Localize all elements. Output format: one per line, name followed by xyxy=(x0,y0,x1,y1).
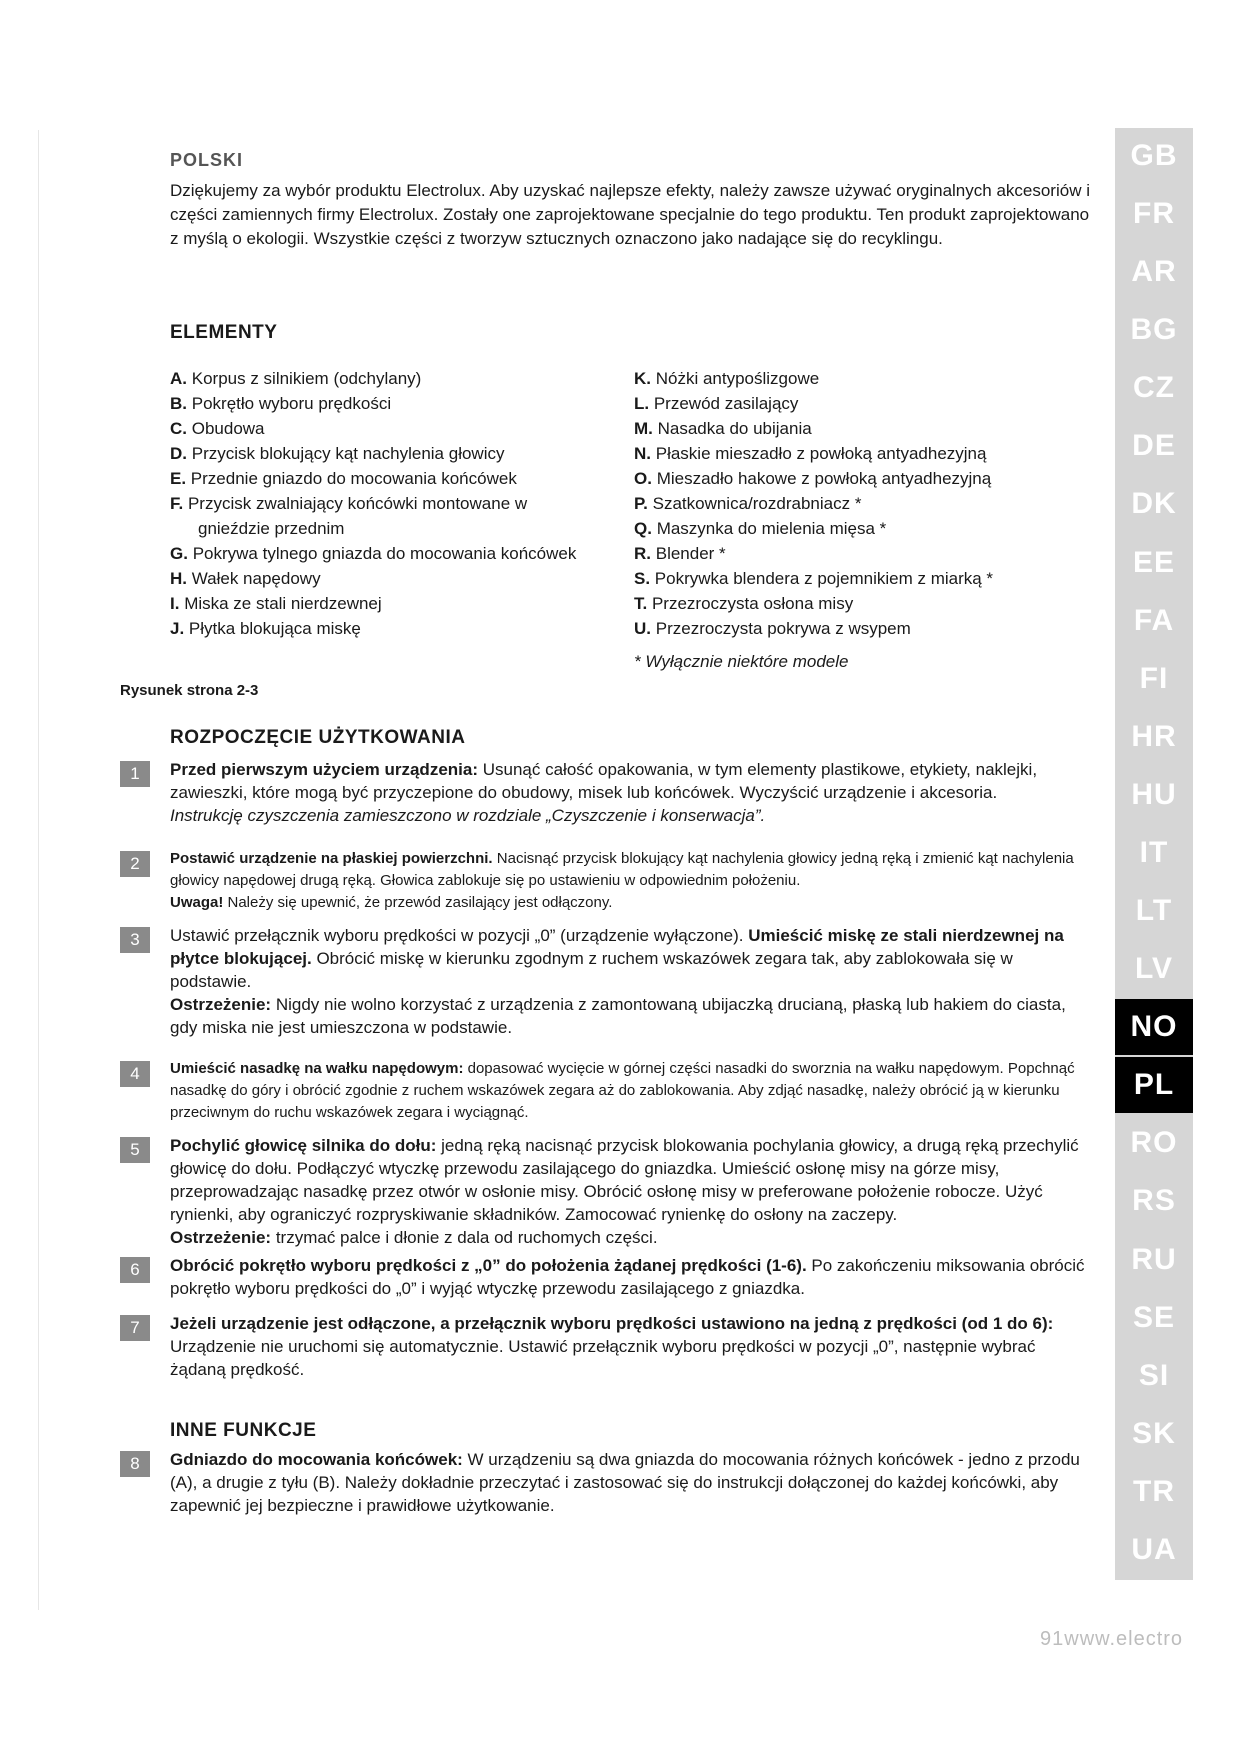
start-section-title: ROZPOCZĘCIE UŻYTKOWANIA xyxy=(170,727,466,748)
elements-list-left xyxy=(170,366,590,641)
intro-paragraph: Dziękujemy za wybór produktu Electrolux. Aby uzyskać najlepsze efekty, należy zawsze używać oryginalnych akcesoriów i części zamiennych firmy Electrolux. Zostały one zaprojektowane specjalnie do tego produktu. Ten produkt zaprojektowano z myślą o ekologii. Wszystkie części z tworzyw sztucznych oznaczono jako nadające się do recyklingu. xyxy=(170,181,1090,248)
language-tab-ee[interactable]: EE xyxy=(1132,545,1176,579)
page-edge-line xyxy=(38,130,39,1610)
step-text: Umieścić nasadkę na wałku napędowym: dopasować wycięcie w górnej części nasadki do sworznia na wałku napędowym. Popchnąć nasadkę do góry i obrócić zgodnie z ruchem wskazówek zegara aż do zablokowania. Aby zdjąć nasadkę, należy obrócić ją w kierunku przeciwnym do ruchu wskazówek zegara i wyciągnąć. xyxy=(170,1060,1075,1121)
element-item: N. Płaskie mieszadło z powłoką antyadhezyjną xyxy=(634,444,987,463)
language-tab-bg[interactable]: BG xyxy=(1130,313,1178,347)
language-tab-cz[interactable]: CZ xyxy=(1133,371,1175,405)
step-number: 1 xyxy=(120,761,150,787)
element-item: R. Blender * xyxy=(634,544,726,563)
step-text: Obrócić pokrętło wyboru prędkości z „0” do położenia żądanej prędkości (1-6). Po zakończeniu miksowania obrócić pokrętło wyboru prędkości do „0” i wyjąć wtyczkę przewodu zasilającego z gniazdka. xyxy=(170,1256,1085,1298)
language-tab-fr[interactable]: FR xyxy=(1133,197,1175,231)
language-heading: POLSKI xyxy=(170,150,244,170)
step-number: 8 xyxy=(120,1451,150,1477)
language-tab-no[interactable]: NO xyxy=(1115,999,1193,1055)
language-tab-tr[interactable]: TR xyxy=(1133,1474,1175,1508)
element-item: S. Pokrywka blendera z pojemnikiem z miarką * xyxy=(634,569,994,588)
elements-footnote: * Wyłącznie niektóre modele xyxy=(634,652,849,671)
step-number: 2 xyxy=(120,851,150,877)
step-text: Gdniazdo do mocowania końcówek: W urządzeniu są dwa gniazda do mocowania różnych końcówek - jedno z przodu (A), a drugie z tyłu (B). Należy dokładnie przeczytać i zastosować się do instrukcji dołączonej do każdej końcówki, aby zapewnić jej bezpieczne i prawidłowe użytkowanie. xyxy=(170,1450,1080,1515)
language-tab-lt[interactable]: LT xyxy=(1135,894,1173,928)
step-text: Jeżeli urządzenie jest odłączone, a przełącznik wyboru prędkości ustawiono na jedną z prędkości (od 1 do 6): Urządzenie nie uruchomi się automatycznie. Ustawić przełącznik wyboru prędkości w pozycji „0”, następnie wybrać żądaną prędkość. xyxy=(170,1314,1054,1379)
language-tab-ro[interactable]: RO xyxy=(1130,1126,1178,1160)
element-item: D. Przycisk blokujący kąt nachylenia głowicy xyxy=(170,444,505,463)
figure-reference: Rysunek strona 2-3 xyxy=(120,682,259,699)
step-number: 7 xyxy=(120,1315,150,1341)
elements-title: ELEMENTY xyxy=(170,322,278,343)
element-item: E. Przednie gniazdo do mocowania końcówek xyxy=(170,469,517,488)
language-tab-dk[interactable]: DK xyxy=(1131,487,1177,521)
step-number: 4 xyxy=(120,1061,150,1087)
element-item: L. Przewód zasilający xyxy=(634,394,799,413)
step-number: 6 xyxy=(120,1257,150,1283)
language-tab-se[interactable]: SE xyxy=(1132,1300,1176,1334)
element-item: F. Przycisk zwalniający końcówki montowane w gnieździe przednim xyxy=(170,494,528,538)
page-footer: 91www.electro xyxy=(1040,1628,1184,1650)
element-item: M. Nasadka do ubijania xyxy=(634,419,812,438)
language-tab-ar[interactable]: AR xyxy=(1131,255,1177,289)
language-tab-hr[interactable]: HR xyxy=(1131,719,1177,753)
element-item: Q. Maszynka do mielenia mięsa * xyxy=(634,519,887,538)
element-item: U. Przezroczysta pokrywa z wsypem xyxy=(634,619,911,638)
language-tab-rs[interactable]: RS xyxy=(1132,1184,1176,1218)
language-tab-gb[interactable]: GB xyxy=(1130,139,1178,172)
element-item: H. Wałek napędowy xyxy=(170,569,321,588)
language-tab-si[interactable]: SI xyxy=(1138,1358,1170,1392)
step-text: Ustawić przełącznik wyboru prędkości w pozycji „0” (urządzenie wyłączone). Umieścić miskę ze stali nierdzewnej na płytce blokującej. Obrócić miskę w kierunku zgodnym z ruchem wskazówek zegara tak, aby zablokowała się w podstawie. Ostrzeżenie: Nigdy nie wolno korzystać z urządzenia z zamontowaną ubijaczką drucianą, płaską lub hakiem do ciasta, gdy miska nie jest umieszczona w podstawie. xyxy=(170,926,1066,1037)
other-section-title: INNE FUNKCJE xyxy=(170,1420,317,1441)
element-item: B. Pokrętło wyboru prędkości xyxy=(170,394,392,413)
element-item: G. Pokrywa tylnego gniazda do mocowania końcówek xyxy=(170,544,577,563)
element-item: A. Korpus z silnikiem (odchylany) xyxy=(170,369,422,388)
language-tab-lv[interactable]: LV xyxy=(1134,952,1174,986)
element-item: P. Szatkownica/rozdrabniacz * xyxy=(634,494,862,513)
step-text: Przed pierwszym użyciem urządzenia: Usunąć całość opakowania, w tym elementy plastikowe, etykiety, naklejki, zawieszki, które mogą być przyczepione do obudowy, misek lub końcówek. Wyczyścić urządzenie i akcesoria. Instrukcję czyszczenia zamieszczono w rozdziale „Czyszczenie i konserwacja”. xyxy=(170,760,1038,825)
step-text: Postawić urządzenie na płaskiej powierzchni. Nacisnąć przycisk blokujący kąt nachylenia głowicy jedną ręką i zmienić kąt nachylenia głowicy napędowej drugą ręką. Głowica zablokuje się po ustawieniu w odpowiednim położeniu. Uwaga! Należy się upewnić, że przewód zasilający jest odłączony. xyxy=(170,850,1074,911)
elements-list-right xyxy=(634,366,1074,674)
step-number: 3 xyxy=(120,927,150,953)
element-item: C. Obudowa xyxy=(170,419,265,438)
step-number: 5 xyxy=(120,1137,150,1163)
element-item: O. Mieszadło hakowe z powłoką antyadhezyjną xyxy=(634,469,992,488)
language-tab-pl[interactable]: PL xyxy=(1115,1057,1193,1113)
language-tab-de[interactable]: DE xyxy=(1132,429,1176,463)
language-tab-it[interactable]: IT xyxy=(1139,835,1169,869)
content xyxy=(170,150,1090,671)
language-tab-ru[interactable]: RU xyxy=(1131,1242,1177,1276)
language-tab-hu[interactable]: HU xyxy=(1131,777,1177,811)
element-item: K. Nóżki antypoślizgowe xyxy=(634,369,820,388)
step-text: Pochylić głowicę silnika do dołu: jedną ręką nacisnąć przycisk blokowania pochylania głowicy, a drugą ręką przechylić głowicę do dołu. Podłączyć wtyczkę przewodu zasilającego do gniazdka. Umieścić osłonę misy na górze misy, przeprowadzając nasadkę przez otwór w osłonie misy. Obrócić osłonę misy w preferowane położenie robocze. Użyć rynienki, aby ograniczyć rozpryskiwanie składników. Zamocować rynienkę do osłony na zaczepy. Ostrzeżenie: trzymać palce i dłonie z dala od ruchomych części. xyxy=(170,1136,1079,1247)
element-item: J. Płytka blokująca miskę xyxy=(170,619,361,638)
language-tab-sk[interactable]: SK xyxy=(1132,1416,1176,1450)
language-sidebar xyxy=(1115,128,1193,1580)
element-item: T. Przezroczysta osłona misy xyxy=(634,594,854,613)
element-item: I. Miska ze stali nierdzewnej xyxy=(170,594,382,613)
language-tab-fa[interactable]: FA xyxy=(1133,603,1175,637)
language-tab-ua[interactable]: UA xyxy=(1131,1532,1177,1566)
language-tab-fi[interactable]: FI xyxy=(1139,661,1169,695)
